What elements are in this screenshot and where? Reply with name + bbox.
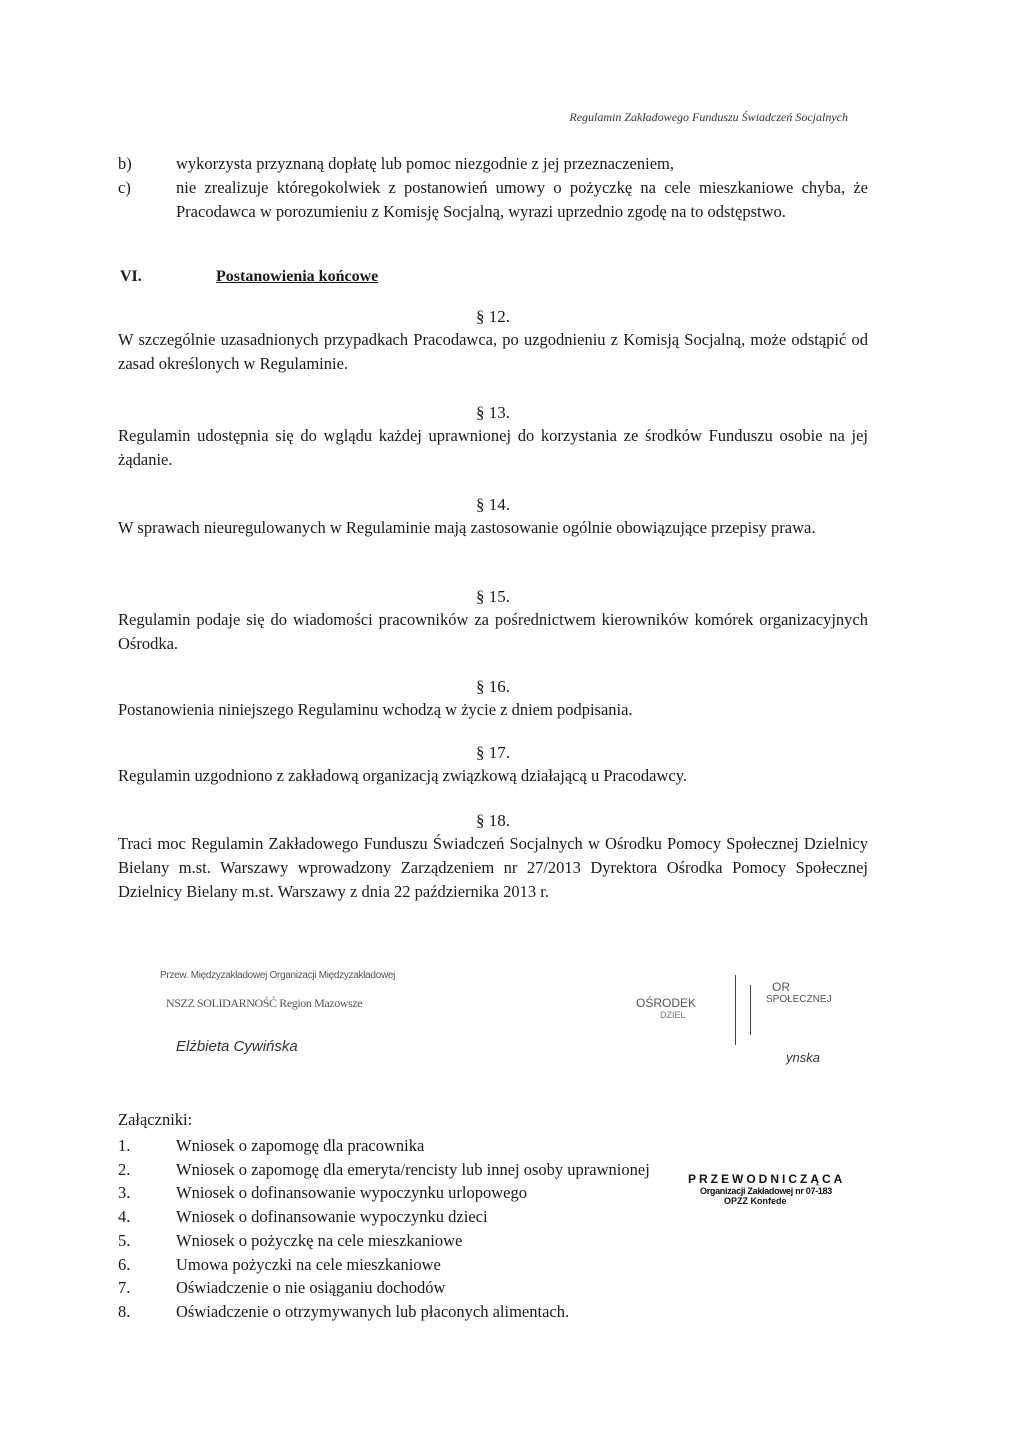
paragraph-text: W szczególnie uzasadnionych przypadkach Pracodawca, po uzgodnieniu z Komisją Socjalną, może odstąpić od zasad określonych w Regulaminie. — [118, 330, 868, 373]
right-stamp-line1: OR — [772, 980, 790, 994]
chair-stamp-line3: OPZZ Konfede — [724, 1196, 787, 1206]
union-stamp-line1: Przew. Międzyzakładowej Organizacji Międzyzakładowej — [160, 970, 396, 981]
attachment-item: 8. Oświadczenie o otrzymywanych lub płaconych alimentach. — [118, 1301, 570, 1321]
paragraph-text: Traci moc Regulamin Zakładowego Funduszu Świadczeń Socjalnych w Ośrodku Pomocy Społecznej Dzielnicy Bielany m.st. Warszawy wprowadzony Zarządzeniem nr 27/2013 Dyrektora Ośrodka Pomocy Społecznej Dzielnicy Bielany m.st. Warszawy z dnia 22 października 2013 r. — [118, 834, 868, 901]
attachment-item: 4. Wniosek o dofinansowanie wypoczynku dzieci — [118, 1207, 488, 1227]
center-stamp-line2: DZIEL — [660, 1010, 686, 1020]
stamp-bracket-line — [735, 975, 736, 1045]
paragraph-number: § 17. — [476, 743, 510, 762]
paragraph-number: § 12. — [476, 307, 510, 326]
paragraph-text: W sprawach nieuregulowanych w Regulaminie mają zastosowanie ogólnie obowiązujące przepisy prawa. — [118, 518, 816, 537]
list-item-text: wykorzysta przyznaną dopłatę lub pomoc niezgodnie z jej przeznaczeniem, — [176, 154, 674, 173]
stamp-bracket-line — [750, 985, 751, 1035]
section-heading — [120, 268, 378, 286]
section-title: Postanowienia końcowe — [216, 268, 379, 285]
attachment-item: 1. Wniosek o zapomogę dla pracownika — [118, 1136, 425, 1155]
paragraph-number: § 15. — [476, 587, 510, 606]
paragraph-text: Regulamin podaje się do wiadomości pracowników za pośrednictwem kierowników komórek organizacyjnych Ośrodka. — [118, 610, 868, 653]
union-signature: Elżbieta Cywińska — [176, 1038, 298, 1055]
attachment-item: 5. Wniosek o pożyczkę na cele mieszkaniowe — [118, 1230, 463, 1250]
paragraph-13 — [118, 402, 868, 472]
paragraph-14 — [118, 494, 868, 540]
paragraph-text: Regulamin udostępnia się do wglądu każdej uprawnionej do korzystania ze środków Funduszu osobie na jej żądanie. — [118, 426, 868, 469]
list-item-text: nie zrealizuje któregokolwiek z postanowień umowy o pożyczkę na cele mieszkaniowe chyba, że Pracodawca w porozumieniu z Komisję Socjalną, wyrazi uprzednio zgodę na to odstępstwo. — [176, 178, 868, 221]
list-item-b — [118, 152, 868, 176]
attachment-item: 3. Wniosek o dofinansowanie wypoczynku urlopowego — [118, 1183, 528, 1203]
attachments-title: Załączniki: — [118, 1110, 193, 1129]
center-stamp-line1: OŚRODEK — [636, 996, 697, 1010]
right-stamp-line2: SPOŁECZNEJ — [766, 994, 832, 1005]
paragraph-number: § 16. — [476, 677, 510, 696]
union-stamp-line2: NSZZ SOLIDARNOŚĆ Region Mazowsze — [166, 996, 363, 1010]
attachment-item: 2. Wniosek o zapomogę dla emeryta/rencisty lub innej osoby uprawnionej — [118, 1159, 650, 1179]
attachment-item: 7. Oświadczenie o nie osiąganiu dochodów — [118, 1278, 446, 1298]
paragraph-17 — [118, 742, 868, 788]
paragraph-number: § 18. — [476, 811, 510, 830]
paragraph-text: Regulamin uzgodniono z zakładową organizacją związkową działającą u Pracodawcy. — [118, 766, 688, 785]
list-item-c — [118, 176, 868, 224]
section-number: VI. — [120, 268, 142, 285]
paragraph-number: § 13. — [476, 403, 510, 422]
paragraph-16 — [118, 676, 868, 722]
paragraph-18 — [118, 810, 868, 904]
paragraph-12 — [118, 306, 868, 376]
right-signature: ynska — [786, 1050, 820, 1065]
list-marker: c) — [118, 178, 131, 197]
attachment-item: 6. Umowa pożyczki na cele mieszkaniowe — [118, 1254, 441, 1274]
chairwoman-stamp — [688, 1172, 888, 1206]
chair-stamp-line2: Organizacji Zakładowej nr 07-183 — [700, 1186, 832, 1196]
paragraph-15 — [118, 586, 868, 656]
list-marker: b) — [118, 154, 132, 173]
list-continuation — [118, 152, 868, 224]
attachments-list — [118, 1134, 738, 1324]
chair-stamp-line1: PRZEWODNICZĄCA — [688, 1172, 846, 1186]
paragraph-text: Postanowienia niniejszego Regulaminu wchodzą w życie z dniem podpisania. — [118, 700, 633, 719]
paragraph-number: § 14. — [476, 495, 510, 514]
running-header: Regulamin Zakładowego Funduszu Świadczeń Socjalnych — [569, 110, 848, 124]
